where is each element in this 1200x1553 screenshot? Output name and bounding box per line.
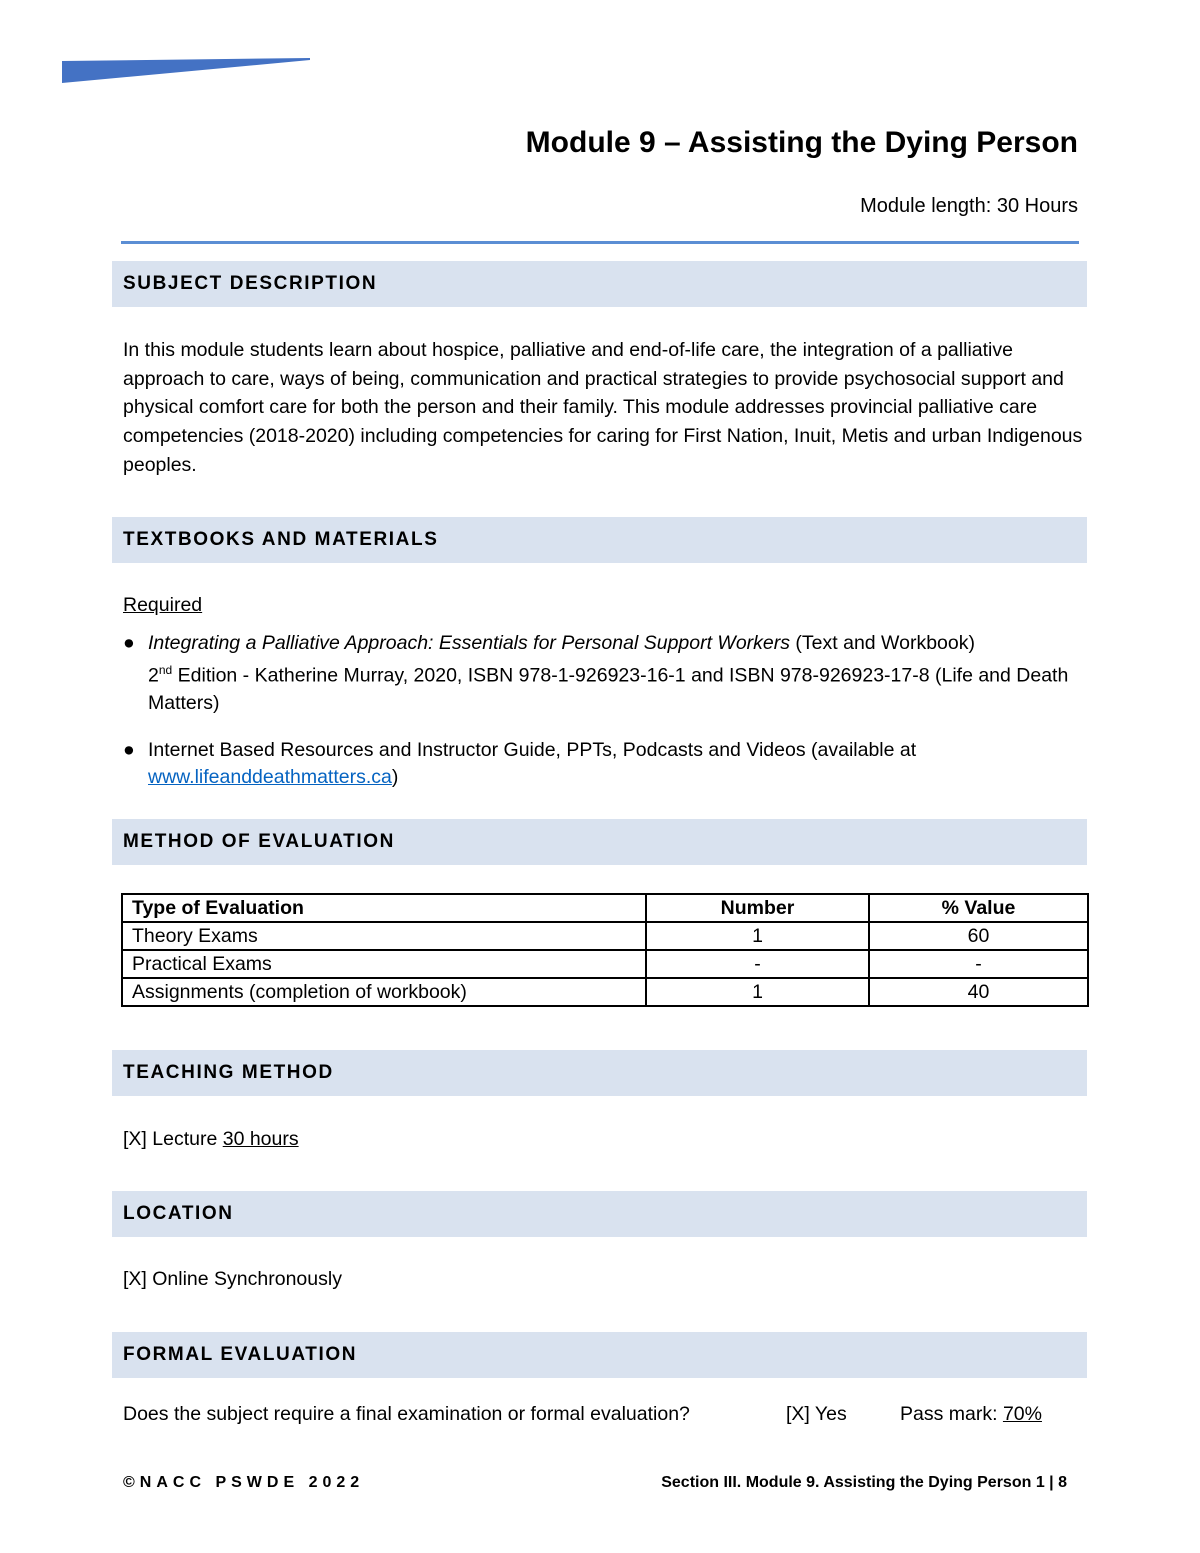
textbook-list xyxy=(123,630,1078,791)
book-details: Edition - Katherine Murray, 2020, ISBN 978-1-926923-16-1 and ISBN 978-926923-17-8 (Life and Death Matters) xyxy=(148,664,1069,714)
resources-text: Internet Based Resources and Instructor Guide, PPTs, Podcasts and Videos (available at xyxy=(148,738,917,761)
edition-number: 2 xyxy=(148,664,159,687)
location-text: [X] Online Synchronously xyxy=(123,1268,342,1290)
teaching-method-line xyxy=(123,1128,299,1151)
section-heading-formal-evaluation: FORMAL EVALUATION xyxy=(112,1332,1087,1378)
footer-section xyxy=(661,1474,1067,1492)
table-row xyxy=(122,950,1088,978)
column-header: Type of Evaluation xyxy=(122,894,646,922)
bullet-icon: ● xyxy=(123,632,135,654)
table-row xyxy=(122,922,1088,950)
formal-question: Does the subject require a final examination or formal evaluation? xyxy=(123,1403,690,1425)
evaluation-table xyxy=(121,893,1089,1007)
column-header: Number xyxy=(646,894,869,922)
section-heading-evaluation: METHOD OF EVALUATION xyxy=(112,819,1087,865)
footer-section-title: Section III. Module 9. Assisting the Dying Person xyxy=(661,1474,1032,1491)
subject-description-text: In this module students learn about hospice, palliative and end-of-life care, the integration of a palliative approach to care, ways of being, communication and practical strategies to provide psychosocial support and physical comfort care for both the person and their family. This module addresses provincial palliative care competencies (2018-2020) including competencies for caring for First Nation, Inuit, Metis and urban Indigenous peoples. xyxy=(123,339,1083,476)
title-divider xyxy=(121,241,1079,244)
resources-close: ) xyxy=(391,765,399,788)
book-suffix: (Text and Workbook) xyxy=(790,632,975,654)
table-cell: - xyxy=(869,950,1088,978)
footer-copyright: ©NACC PSWDE 2022 xyxy=(123,1474,365,1491)
teaching-prefix: [X] Lecture xyxy=(123,1128,223,1150)
list-item xyxy=(123,737,1078,791)
section-heading-teaching: TEACHING METHOD xyxy=(112,1050,1087,1096)
logo-bar xyxy=(62,58,310,83)
column-header: % Value xyxy=(869,894,1088,922)
table-cell: Theory Exams xyxy=(122,922,646,950)
table-cell: 1 xyxy=(646,978,869,1006)
resources-link[interactable]: www.lifeanddeathmatters.ca xyxy=(148,765,392,788)
table-cell: Assignments (completion of workbook) xyxy=(122,978,646,1006)
teaching-hours: 30 hours xyxy=(222,1128,299,1150)
pass-mark-value: 70% xyxy=(1002,1403,1042,1425)
section-heading-textbooks: TEXTBOOKS AND MATERIALS xyxy=(112,517,1087,563)
pass-mark xyxy=(900,1403,1042,1426)
section-heading-subject-description: SUBJECT DESCRIPTION xyxy=(112,261,1087,307)
table-cell: 1 xyxy=(646,922,869,950)
formal-answer: [X] Yes xyxy=(786,1403,847,1425)
list-item xyxy=(123,630,1078,717)
table-cell: 60 xyxy=(869,922,1088,950)
table-header-row xyxy=(122,894,1088,922)
required-label: Required xyxy=(123,594,203,616)
bullet-icon: ● xyxy=(123,738,135,761)
book-title: Integrating a Palliative Approach: Essentials for Personal Support Workers xyxy=(148,632,791,654)
table-cell: Practical Exams xyxy=(122,950,646,978)
page-title: Module 9 – Assisting the Dying Person xyxy=(525,126,1078,159)
table-cell: - xyxy=(646,950,869,978)
edition-superscript: nd xyxy=(158,663,173,677)
table-row xyxy=(122,978,1088,1006)
section-heading-location: LOCATION xyxy=(112,1191,1087,1237)
pass-mark-label: Pass mark: xyxy=(900,1403,1003,1425)
table-cell: 40 xyxy=(869,978,1088,1006)
module-length: Module length: 30 Hours xyxy=(860,195,1078,217)
footer-page-number: 1 | 8 xyxy=(1035,1474,1067,1491)
